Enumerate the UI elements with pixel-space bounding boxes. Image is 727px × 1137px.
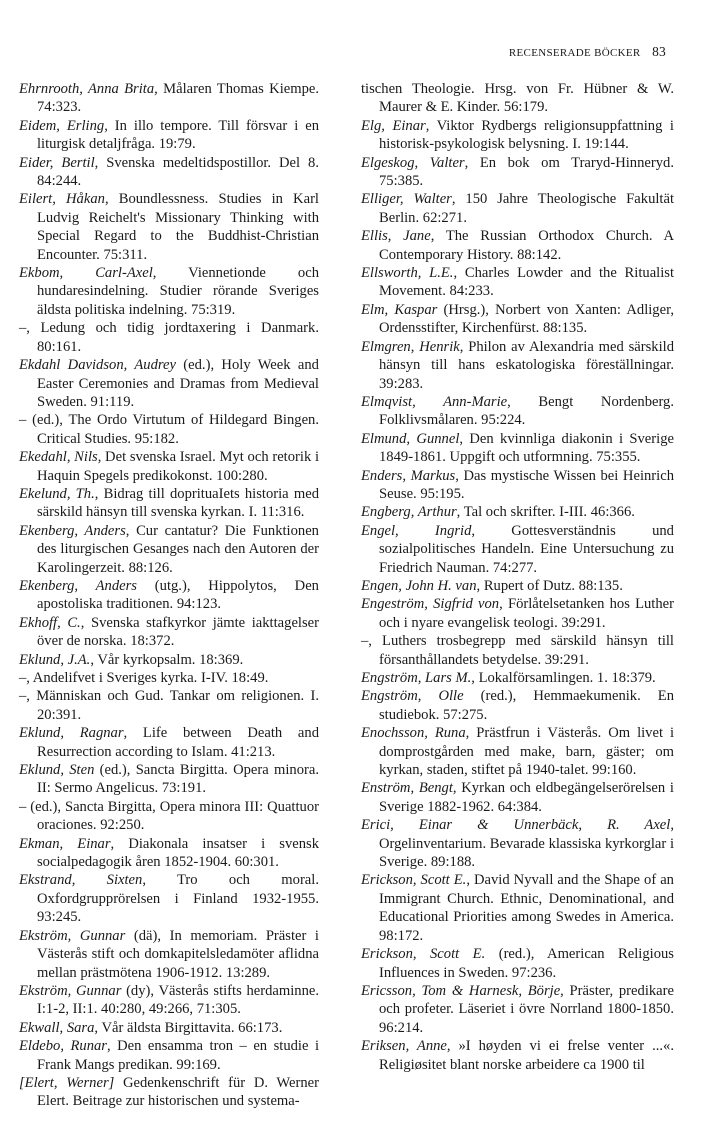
index-entry <box>361 301 674 338</box>
index-entry <box>361 467 674 504</box>
entry-author: Eriksen, Anne <box>361 1038 447 1055</box>
index-entry <box>361 154 674 191</box>
index-entry <box>19 1019 319 1037</box>
entry-author: Ekman, Einar <box>19 835 111 852</box>
index-entry <box>361 724 674 779</box>
entry-author: Eilert, Håkan <box>19 191 105 208</box>
index-entry <box>19 190 319 264</box>
entry-text: , Diakonala insatser i svensk socialpedagogik åren 1852-1904. 60:301. <box>37 835 319 871</box>
entry-author: Engel, Ingrid <box>361 522 472 539</box>
entry-author: Ekhoff, C. <box>19 614 81 631</box>
right-column <box>361 80 674 1074</box>
entry-text: , Präster, predikare och profeter. Läseriet i övre Norrland 1800-1850. 96:214. <box>379 982 674 1036</box>
entry-text: (red.), American Religious Influences in Sweden. 97:236. <box>379 946 674 981</box>
entry-text: , Svenska medeltidspostillor. Del 8. 84:244. <box>37 154 319 190</box>
entry-text: tischen Theologie. Hrsg. von Fr. Hübner & W. Maurer & E. Kinder. 56:179. <box>361 81 674 116</box>
entry-text: , Lokalförsamlingen. 1. 18:379. <box>471 670 656 686</box>
entry-text: , Den ensamma tron – en studie i Frank Mangs predikan. 99:169. <box>37 1038 319 1073</box>
index-entry <box>361 80 674 117</box>
index-entry <box>19 982 319 1019</box>
entry-author: Erickson, Scott E. <box>361 946 486 963</box>
index-entry <box>19 319 319 356</box>
entry-author: Enochsson, Runa <box>361 725 466 742</box>
entry-author: Enders, Markus <box>361 467 456 484</box>
entry-author: Engeström, Sigfrid von <box>361 596 500 613</box>
entry-text: –, Människan och Gud. Tankar om religionen. I. 20:391. <box>19 688 319 723</box>
entry-author: Ekstrand, Sixten <box>19 872 143 889</box>
index-entry <box>361 687 674 724</box>
entry-text: (ed.), Sancta Birgitta. Opera minora. II: Sermo Angelicus. 73:191. <box>37 762 319 797</box>
entry-author: Engen, John H. van <box>361 577 477 594</box>
index-entry <box>19 927 319 982</box>
entry-text: , Det svenska Israel. Myt och retorik i Haquin Spegels predikokonst. 100:280. <box>37 449 319 484</box>
index-entry <box>361 264 674 301</box>
entry-text: , Den kvinnliga diakonin i Sverige 1849-1861. Uppgift och utformning. 75:355. <box>379 430 674 466</box>
entry-text: –, Luthers trosbegrepp med särskild hänsyn till försanthållandets betydelse. 39:291. <box>361 633 674 668</box>
entry-author: Elmund, Gunnel <box>361 430 460 447</box>
entry-author: Ekström, Gunnar <box>19 927 126 944</box>
entry-text: , David Nyvall and the Shape of an Immigrant Church. Ethnic, Denominational, and Educational Priorities among Swedes in America. 98:172. <box>379 872 674 944</box>
index-entry <box>361 227 674 264</box>
entry-author: Ekwall, Sara <box>19 1019 95 1036</box>
entry-text: , Vår kyrkopsalm. 18:369. <box>90 651 244 668</box>
index-entry <box>19 264 319 319</box>
entry-text: , Viktor Rydbergs religionsuppfattning i historisk-psykologisk belysning. I. 19:144. <box>379 117 674 153</box>
index-entry <box>19 577 319 614</box>
entry-text: , Tro och moral. Oxfordgrupprörelsen i Finland 1932-1955. 93:245. <box>37 872 319 926</box>
entry-author: Eklund, J.A. <box>19 651 91 668</box>
entry-text: , Das mystische Wissen bei Heinrich Seuse. 95:195. <box>379 467 674 502</box>
entry-text: – (ed.), The Ordo Virtutum of Hildegard Bingen. Critical Studies. 95:182. <box>19 412 319 447</box>
index-entry <box>19 1037 319 1074</box>
index-entry <box>19 411 319 448</box>
entry-author: Elmgren, Henrik <box>361 338 460 355</box>
entry-author: Ekenberg, Anders <box>19 577 137 594</box>
entry-text: (dä), In memoriam. Präster i Västerås stift och domkapitelsledamöter aflidna mellan prästmötena 1906-1912. 13:289. <box>37 927 319 981</box>
entry-text: , Viennetionde och hundaresindelning. Studier rörande Sveriges äldsta politiska indelning. 75:319. <box>37 265 319 318</box>
entry-author: Ekdahl Davidson, Audrey <box>19 357 176 374</box>
entry-text: , The Russian Orthodox Church. A Contemporary History. 88:142. <box>379 228 674 263</box>
entry-author: Ekelund, Th. <box>19 485 95 502</box>
entry-author: Elgeskog, Valter <box>361 154 465 171</box>
entry-author: [Elert, Werner] <box>19 1074 115 1091</box>
index-entry <box>19 687 319 724</box>
entry-author: Erici, Einar & Unnerbäck, R. Axel <box>361 817 671 834</box>
index-entry <box>361 1037 674 1074</box>
index-entry <box>19 669 319 687</box>
index-entry <box>19 356 319 411</box>
entry-author: Ekström, Gunnar <box>19 982 122 999</box>
index-entry <box>361 945 674 982</box>
entry-author: Eidem, Erling <box>19 117 105 134</box>
entry-author: Engberg, Arthur <box>361 504 457 521</box>
index-entry <box>361 522 674 577</box>
index-entry <box>19 1074 319 1111</box>
entry-text: , Vår äldsta Birgittavita. 66:173. <box>94 1019 283 1036</box>
entry-text: , Cur cantatur? Die Funktionen des liturgischen Gesanges nach den Autoren der Karolingerzeit. 88:126. <box>37 522 319 576</box>
entry-text: , Gottesverständnis und sozialpolitisches Handeln. Eine Untersuchung zu Friedrich Nauman. 74:277. <box>379 522 674 576</box>
index-entry <box>361 430 674 467</box>
index-entry <box>361 595 674 632</box>
index-entry <box>361 338 674 393</box>
entry-text: (utg.), Hippolytos, Den apostoliska traditionen. 94:123. <box>37 577 319 613</box>
index-entry <box>361 982 674 1037</box>
running-title: RECENSERADE BÖCKER <box>508 47 641 59</box>
entry-text: , Rupert of Dutz. 88:135. <box>476 577 623 594</box>
entry-text: (red.), Hemmaekumenik. En studiebok. 57:275. <box>379 688 675 723</box>
index-entry <box>361 816 674 871</box>
entry-author: Ekenberg, Anders <box>19 522 126 539</box>
entry-text: , Kyrkan och eldbegängelserörelsen i Sverige 1882-1962. 64:384. <box>379 780 674 815</box>
entry-text: , Målaren Thomas Kiempe. 74:323. <box>37 81 320 116</box>
entry-text: , Prästfrun i Västerås. Om livet i domprostgården med make, barn, gäster; om kyrkan, staden, stiftet på 1940-talet. 99:160. <box>379 725 675 779</box>
index-entry <box>19 835 319 872</box>
entry-text: , 150 Jahre Theologische Fakultät Berlin. 62:271. <box>379 191 675 226</box>
entry-author: Ekedahl, Nils <box>19 449 98 466</box>
entry-text: , Orgelinventarium. Bevarade klassiska kyrkorglar i Sverige. 89:188. <box>379 817 674 871</box>
entry-text: , Bengt Nordenberg. Folklivsmålaren. 95:224. <box>379 393 675 429</box>
entry-text: –, Ledung och tidig jordtaxering i Danmark. 80:161. <box>19 320 319 355</box>
index-entry <box>19 522 319 577</box>
entry-text: , Tal och skrifter. I-III. 46:366. <box>456 504 635 521</box>
index-entry <box>19 117 319 154</box>
entry-author: Eklund, Ragnar <box>19 725 124 742</box>
index-entry <box>361 779 674 816</box>
entry-author: Eklund, Sten <box>19 762 95 779</box>
entry-author: Ericsson, Tom & Harnesk, Börje <box>361 982 561 999</box>
index-entry <box>361 669 674 687</box>
index-entry <box>361 190 674 227</box>
entry-author: Ellsworth, L.E. <box>361 265 454 282</box>
entry-text: , Life between Death and Resurrection according to Islam. 41:213. <box>37 725 319 760</box>
entry-text: , Bidrag till doprituaIets historia med särskild hänsyn till svenska kyrkan. I. 11:316. <box>37 485 319 521</box>
entry-author: Engström, Olle <box>361 688 464 705</box>
index-entry <box>361 503 674 521</box>
entry-author: Eider, Bertil <box>19 154 95 171</box>
entry-author: Enström, Bengt <box>361 780 453 797</box>
left-column <box>19 80 319 1111</box>
index-entry <box>19 871 319 926</box>
entry-author: Erickson, Scott E. <box>361 872 467 889</box>
entry-text: , Förlåtelsetanken hos Luther och i nyare evangelisk teologi. 39:291. <box>379 596 674 631</box>
index-entry <box>361 632 674 669</box>
entry-text: , Boundlessness. Studies in Karl Ludvig Reichelt's Missionary Thinking with Special Regard to the Buddhist-Christian Encounter. 75:311. <box>37 191 319 263</box>
entry-author: Elg, Einar <box>361 117 426 134</box>
entry-author: Elm, Kaspar <box>361 301 438 318</box>
entry-author: Ehrnrooth, Anna Brita <box>19 81 155 97</box>
entry-text: , »I høyden vi ei frelse venter ...«. Religiøsitet blant norske arbeidere ca 1900 til <box>379 1038 674 1073</box>
index-entry <box>19 448 319 485</box>
index-entry <box>19 614 319 651</box>
entry-author: Elmqvist, Ann-Marie <box>361 393 508 410</box>
index-entry <box>361 117 674 154</box>
entry-text: (Hrsg.), Norbert von Xanten: Adliger, Ordensstifter, Kirchenfürst. 88:135. <box>379 301 674 337</box>
index-entry <box>19 154 319 191</box>
entry-author: Ekbom, Carl-Axel <box>19 265 153 282</box>
index-entry <box>361 871 674 945</box>
entry-text: (dy), Västerås stifts herdaminne. I:1-2, II:1. 40:280, 49:266, 71:305. <box>37 982 319 1018</box>
entry-author: Engström, Lars M. <box>361 670 472 686</box>
entry-text: (ed.), Holy Week and Easter Ceremonies and Dramas from Medieval Sweden. 91:119. <box>37 357 319 410</box>
page-number: 83 <box>652 44 666 59</box>
entry-text: Gedenkenschrift für D. Werner Elert. Beitrage zur historischen und systema- <box>37 1074 320 1110</box>
entry-author: Eldebo, Runar <box>19 1038 107 1055</box>
index-entry <box>19 724 319 761</box>
index-entry <box>19 485 319 522</box>
index-entry <box>361 577 674 595</box>
entry-text: , En bok om Traryd-Hinneryd. 75:385. <box>379 154 674 190</box>
index-entry <box>361 393 674 430</box>
entry-author: Ellis, Jane <box>361 228 431 245</box>
index-entry <box>19 80 319 117</box>
running-header <box>482 44 666 60</box>
entry-text: – (ed.), Sancta Birgitta, Opera minora III: Quattuor oraciones. 92:250. <box>19 798 319 834</box>
entry-text: , Svenska stafkyrkor jämte iakttagelser över de norska. 18:372. <box>37 614 319 650</box>
entry-text: , Charles Lowder and the Ritualist Movement. 84:233. <box>379 265 675 300</box>
entry-text: , Philon av Alexandria med särskild hänsyn till hans eskatologiska föreställningar. 39:283. <box>379 338 674 392</box>
index-entry <box>19 651 319 669</box>
entry-author: Elliger, Walter <box>361 191 452 208</box>
entry-text: , In illo tempore. Till försvar i en liturgisk detaljfråga. 19:79. <box>37 117 319 153</box>
index-entry <box>19 761 319 798</box>
index-entry <box>19 798 319 835</box>
entry-text: –, Andelifvet i Sveriges kyrka. I-IV. 18:49. <box>19 670 269 686</box>
